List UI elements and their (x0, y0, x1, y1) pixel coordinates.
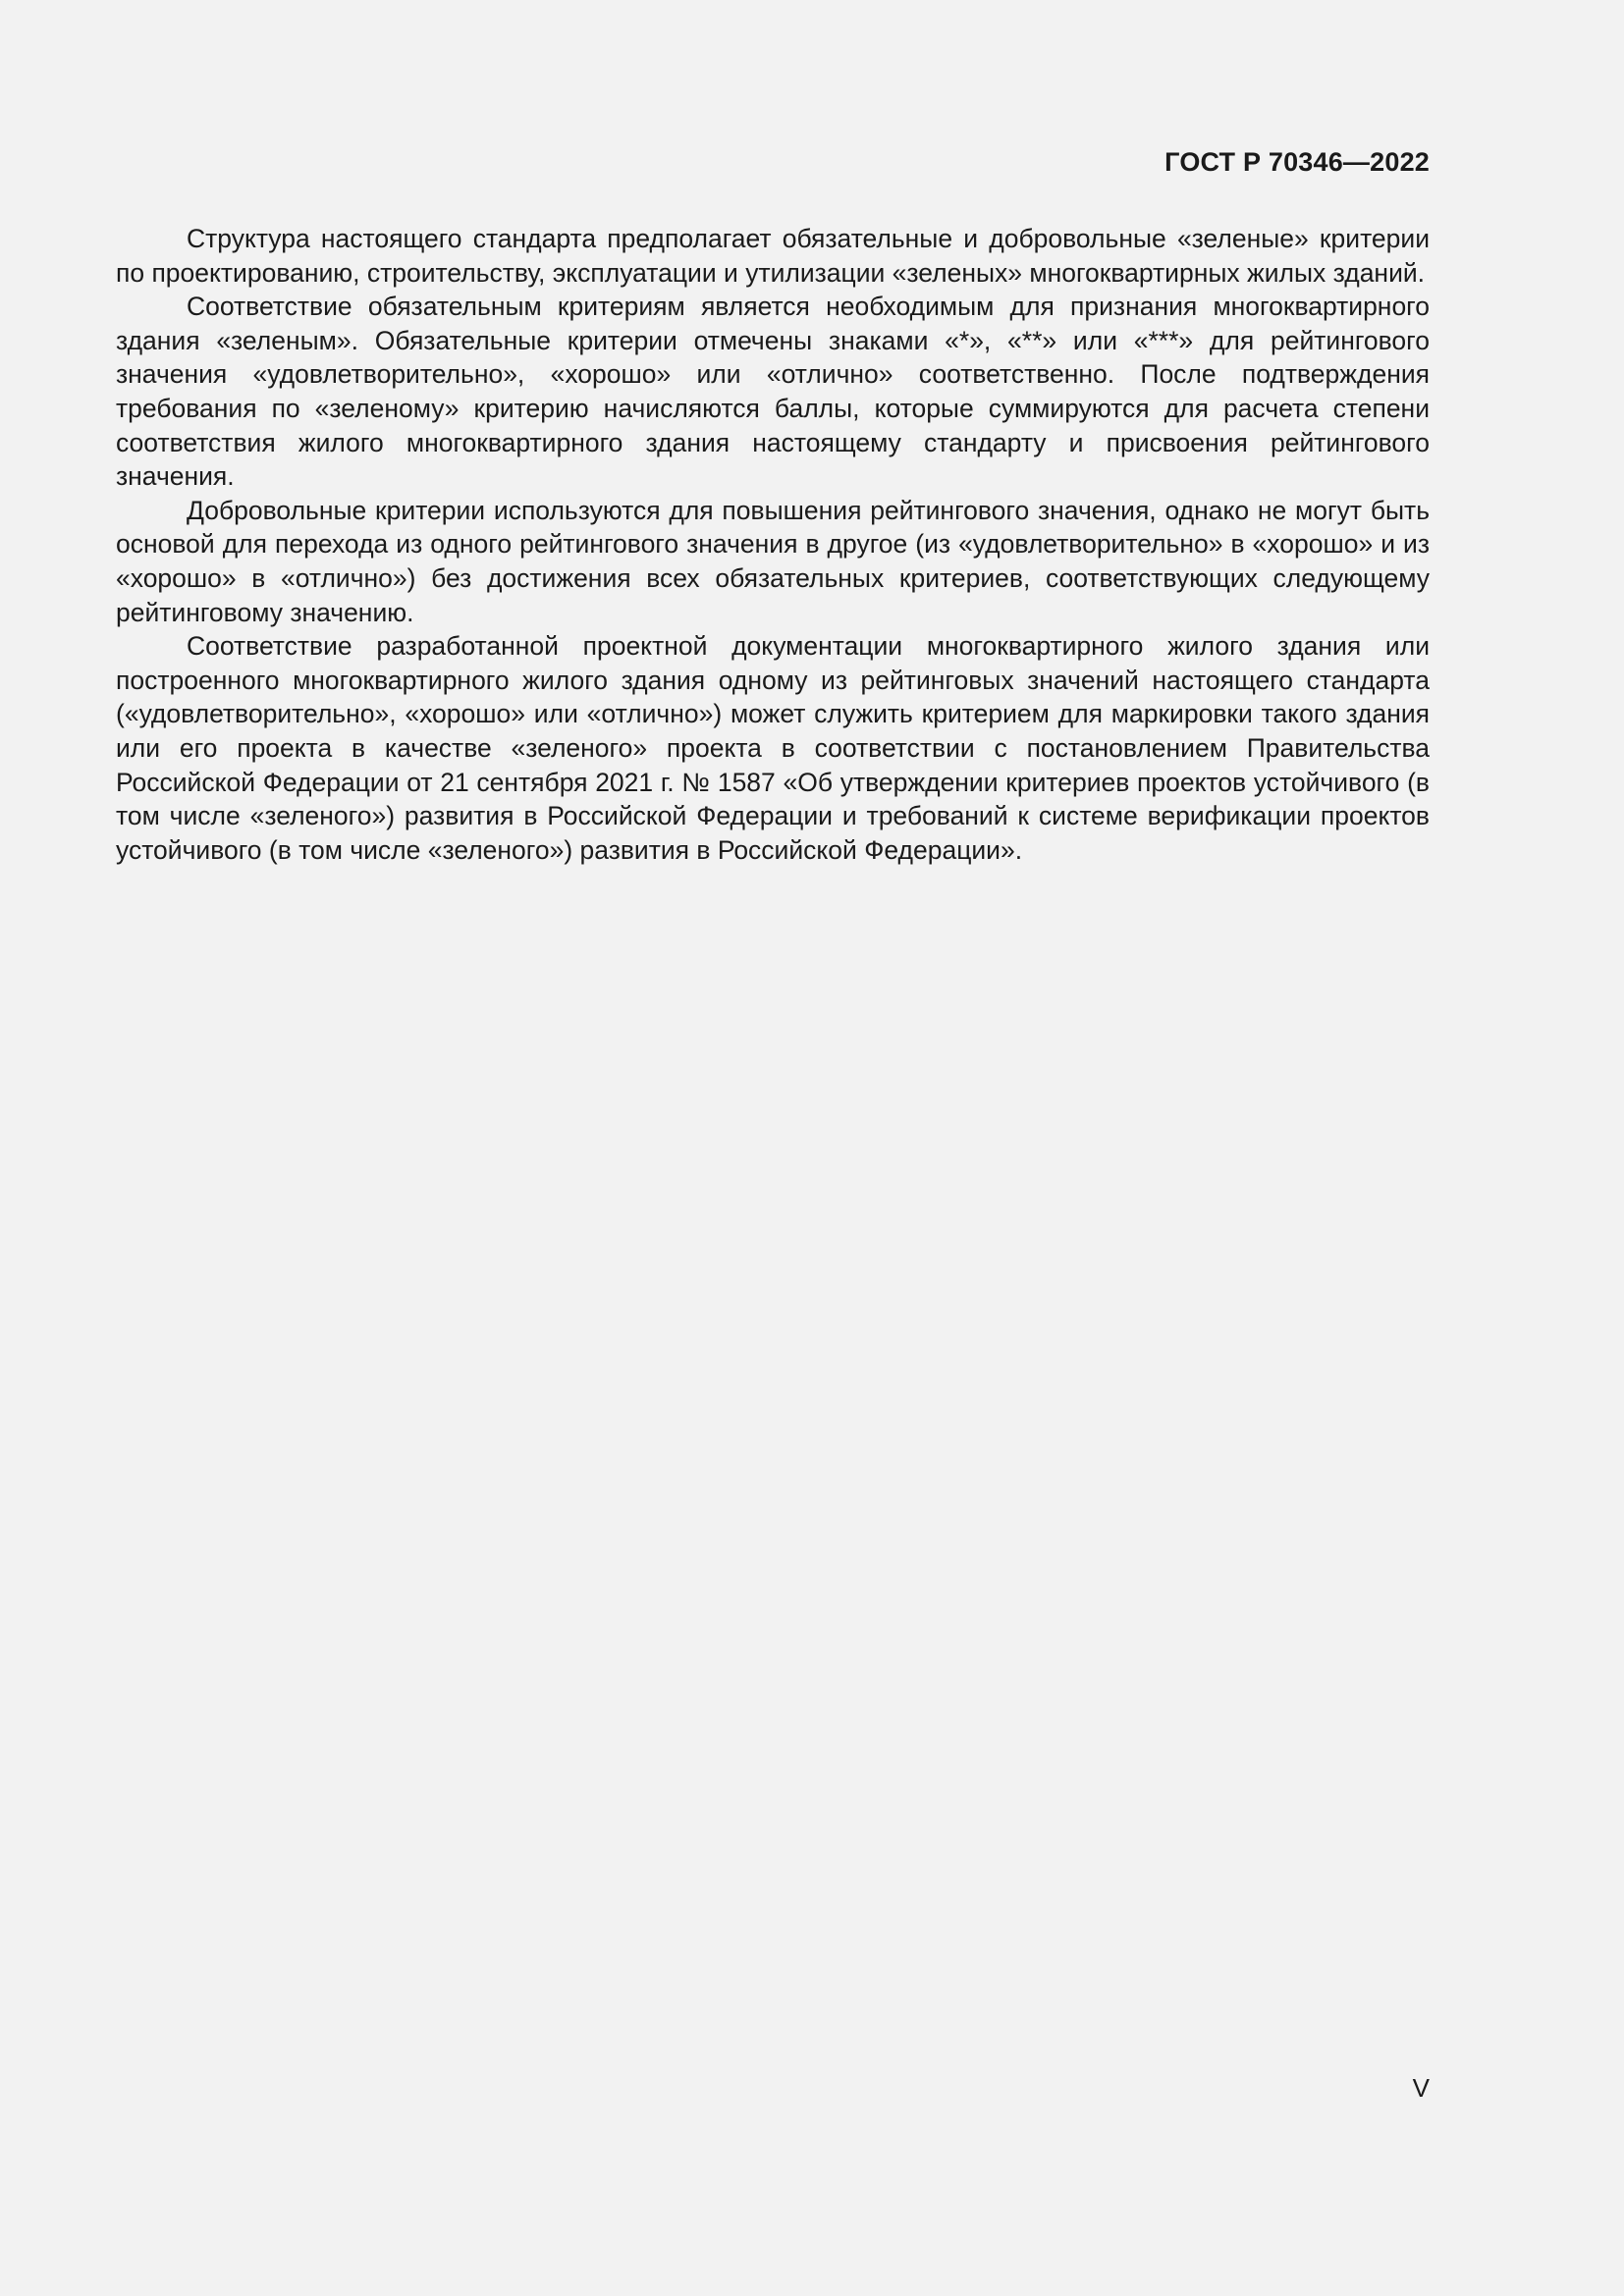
paragraph-structure: Структура настоящего стандарта предполагает обязательные и добровольные «зеленые» критерии по проектированию, строительству, эксплуатации и утилизации «зеленых» многоквартирных жилых зданий. (116, 224, 1430, 288)
body-text (116, 222, 1430, 867)
paragraph-compliance: Соответствие разработанной проектной документации многоквартирного жилого здания или построенного многоквартирного жилого здания одному из рейтинговых значений настоящего стандарта («удовлетворительно», «хорошо» или «отлично») может служить критерием для маркировки такого здания или его проекта в качестве «зеленого» проекта в соответствии с постановлением Правительства Российской Федерации от 21 сентября 2021 г. № 1587 «Об утверждении критериев проектов устойчивого (в том числе «зеленого») развития в Российской Федерации и требований к системе верификации проектов устойчивого (в том числе «зеленого») развития в Российской Федерации». (116, 631, 1430, 865)
document-code: ГОСТ Р 70346—2022 (1164, 147, 1430, 177)
page-number: V (1412, 2073, 1430, 2103)
paragraph-mandatory-criteria: Соответствие обязательным критериям является необходимым для признания многоквартирного здания «зеленым». Обязательные критерии отмечены знаками «*», «**» или «***» для рейтингового значения «удовлетворительно», «хорошо» или «отлично» соответственно. После подтверждения требования по «зеленому» критерию начисляются баллы, которые суммируются для расчета степени соответствия жилого многоквартирного здания настоящему стандарту и присвоения рейтингового значения. (116, 292, 1430, 492)
paragraph-voluntary-criteria: Добровольные критерии используются для повышения рейтингового значения, однако не могут быть основой для перехода из одного рейтингового значения в другое (из «удовлетворительно» в «хорошо» и из «хорошо» в «отлично») без достижения всех обязательных критериев, соответствующих следующему рейтинговому значению. (116, 495, 1430, 627)
